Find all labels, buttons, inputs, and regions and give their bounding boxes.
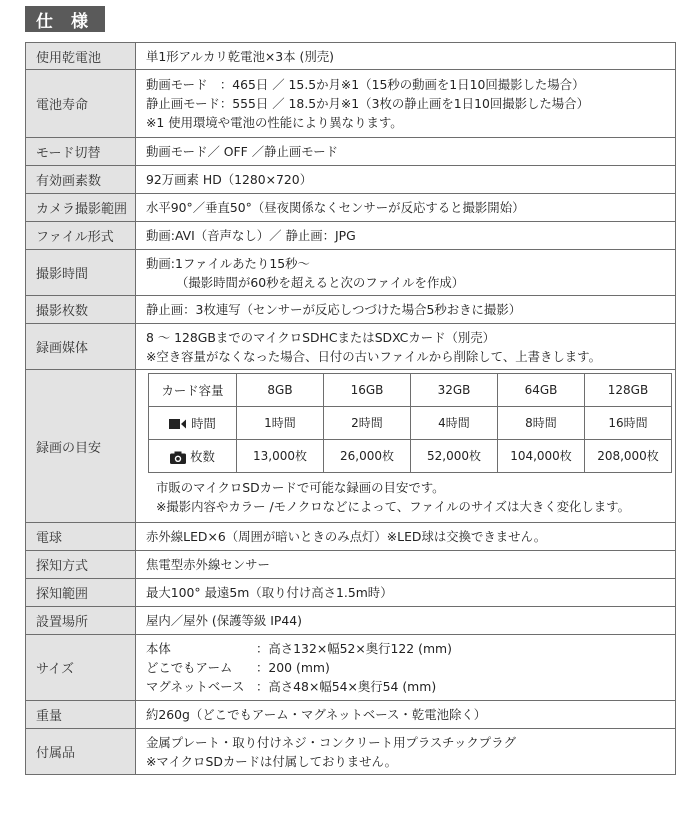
row-value: 単1形アルカリ乾電池×3本 (別売) (136, 43, 676, 70)
row-pixels (26, 166, 676, 194)
estimate-notes (146, 473, 665, 519)
count-label: 枚数 (190, 448, 215, 464)
size-item (146, 658, 665, 677)
row-label: モード切替 (26, 138, 136, 166)
row-label: 付属品 (26, 729, 136, 775)
time-cell: 1時間 (237, 407, 324, 440)
capacity-cell: 64GB (498, 374, 585, 407)
size-item (146, 677, 665, 696)
row-recording-estimate (26, 370, 676, 523)
size-key: 本体 (146, 641, 171, 656)
capacity-cell: 16GB (324, 374, 411, 407)
estimate-table (148, 373, 672, 473)
row-label: 電池寿命 (26, 70, 136, 138)
size-value: ：高さ132×幅52×奥行122 (mm) (256, 641, 452, 656)
value-line: 金属プレート・取り付けネジ・コンクリート用プラスチックプラグ (146, 734, 516, 750)
row-shots (26, 296, 676, 324)
section-title: 仕 様 (25, 6, 105, 32)
row-size (26, 635, 676, 701)
video-camera-icon (169, 418, 187, 430)
value-line: 8 ～ 128GBまでのマイクロSDHCまたはSDXCカード（別売） (146, 329, 496, 345)
row-value: 動画:AVI（音声なし）／ 静止画：JPG (136, 222, 676, 250)
time-cell: 2時間 (324, 407, 411, 440)
row-detection-method (26, 551, 676, 579)
row-label: 有効画素数 (26, 166, 136, 194)
row-battery (26, 43, 676, 70)
count-cell: 52,000枚 (411, 440, 498, 473)
row-location (26, 607, 676, 635)
count-cell: 26,000枚 (324, 440, 411, 473)
row-label: 撮影枚数 (26, 296, 136, 324)
time-label: 時間 (191, 415, 216, 431)
section-header (25, 6, 105, 32)
row-value: 動画モード／ OFF ／静止画モード (136, 138, 676, 166)
row-weight (26, 701, 676, 729)
row-value: 92万画素 HD（1280×720） (136, 166, 676, 194)
row-recording-time (26, 250, 676, 296)
size-value: ：200 (mm) (256, 660, 330, 675)
row-label: 電球 (26, 523, 136, 551)
row-label: ファイル形式 (26, 222, 136, 250)
time-cell: 4時間 (411, 407, 498, 440)
count-cell: 208,000枚 (585, 440, 672, 473)
row-value: 屋内／屋外 (保護等級 IP44) (136, 607, 676, 635)
row-file-format (26, 222, 676, 250)
camera-icon (170, 451, 186, 464)
size-item (146, 639, 665, 658)
row-battery-life (26, 70, 676, 138)
row-label: 設置場所 (26, 607, 136, 635)
capacity-cell: 128GB (585, 374, 672, 407)
row-label: 探知範囲 (26, 579, 136, 607)
row-mode (26, 138, 676, 166)
size-value: ：高さ48×幅54×奥行54 (mm) (256, 679, 437, 694)
count-cell: 104,000枚 (498, 440, 585, 473)
count-row (149, 440, 672, 473)
size-key: マグネットベース (146, 679, 245, 694)
row-value: 赤外線LED×6（周囲が暗いときのみ点灯）※LED球は交換できません。 (136, 523, 676, 551)
capacity-cell: 32GB (411, 374, 498, 407)
value-line: ※空き容量がなくなった場合、日付の古いファイルから削除して、上書きします。 (146, 348, 601, 364)
value-line: ※マイクロSDカードは付属しておりません。 (146, 753, 398, 769)
row-label: カメラ撮影範囲 (26, 194, 136, 222)
time-header (149, 407, 237, 440)
row-label: サイズ (26, 635, 136, 701)
note-line: 市販のマイクロSDカードで可能な録画の目安です。 (156, 480, 445, 495)
row-value (136, 635, 676, 701)
row-label: 探知方式 (26, 551, 136, 579)
row-label: 使用乾電池 (26, 43, 136, 70)
value-line: （撮影時間が60秒を超えると次のファイルを作成） (176, 274, 465, 290)
row-media (26, 324, 676, 370)
row-label: 録画媒体 (26, 324, 136, 370)
row-value (136, 370, 676, 523)
row-detection-range (26, 579, 676, 607)
capacity-cell: 8GB (237, 374, 324, 407)
row-bulb (26, 523, 676, 551)
row-label: 重量 (26, 701, 136, 729)
time-row (149, 407, 672, 440)
capacity-header: カード容量 (149, 374, 237, 407)
count-cell: 13,000枚 (237, 440, 324, 473)
row-value (136, 729, 676, 775)
size-key: どこでもアーム (146, 660, 233, 675)
row-value: 約260g（どこでもアーム・マグネットベース・乾電池除く） (136, 701, 676, 729)
row-label: 録画の目安 (26, 370, 136, 523)
spec-table (25, 42, 676, 775)
capacity-row (149, 374, 672, 407)
time-cell: 16時間 (585, 407, 672, 440)
time-cell: 8時間 (498, 407, 585, 440)
row-value: 焦電型赤外線センサー (136, 551, 676, 579)
row-label: 撮影時間 (26, 250, 136, 296)
row-value: 最大100° 最遠5m（取り付け高さ1.5m時） (136, 579, 676, 607)
row-value (136, 250, 676, 296)
row-camera-range (26, 194, 676, 222)
value-line: 静止画モード：555日 ／ 18.5か月※1（3枚の静止画を1日10回撮影した場合） (146, 96, 589, 111)
row-value: 水平90°／垂直50°（昼夜関係なくセンサーが反応すると撮影開始） (136, 194, 676, 222)
count-header (149, 440, 237, 473)
value-line: ※1 使用環境や電池の性能により異なります。 (146, 115, 403, 130)
value-line: 動画モード ：465日 ／ 15.5か月※1（15秒の動画を1日10回撮影した場合） (146, 77, 585, 92)
value-line: 動画:1ファイルあたり15秒～ (146, 255, 310, 271)
row-value: 静止画：3枚連写（センサーが反応しつづけた場合5秒おきに撮影） (136, 296, 676, 324)
row-value (136, 324, 676, 370)
row-value (136, 70, 676, 138)
row-accessories (26, 729, 676, 775)
note-line: ※撮影内容やカラー /モノクロなどによって、ファイルのサイズは大きく変化します。 (156, 499, 630, 514)
